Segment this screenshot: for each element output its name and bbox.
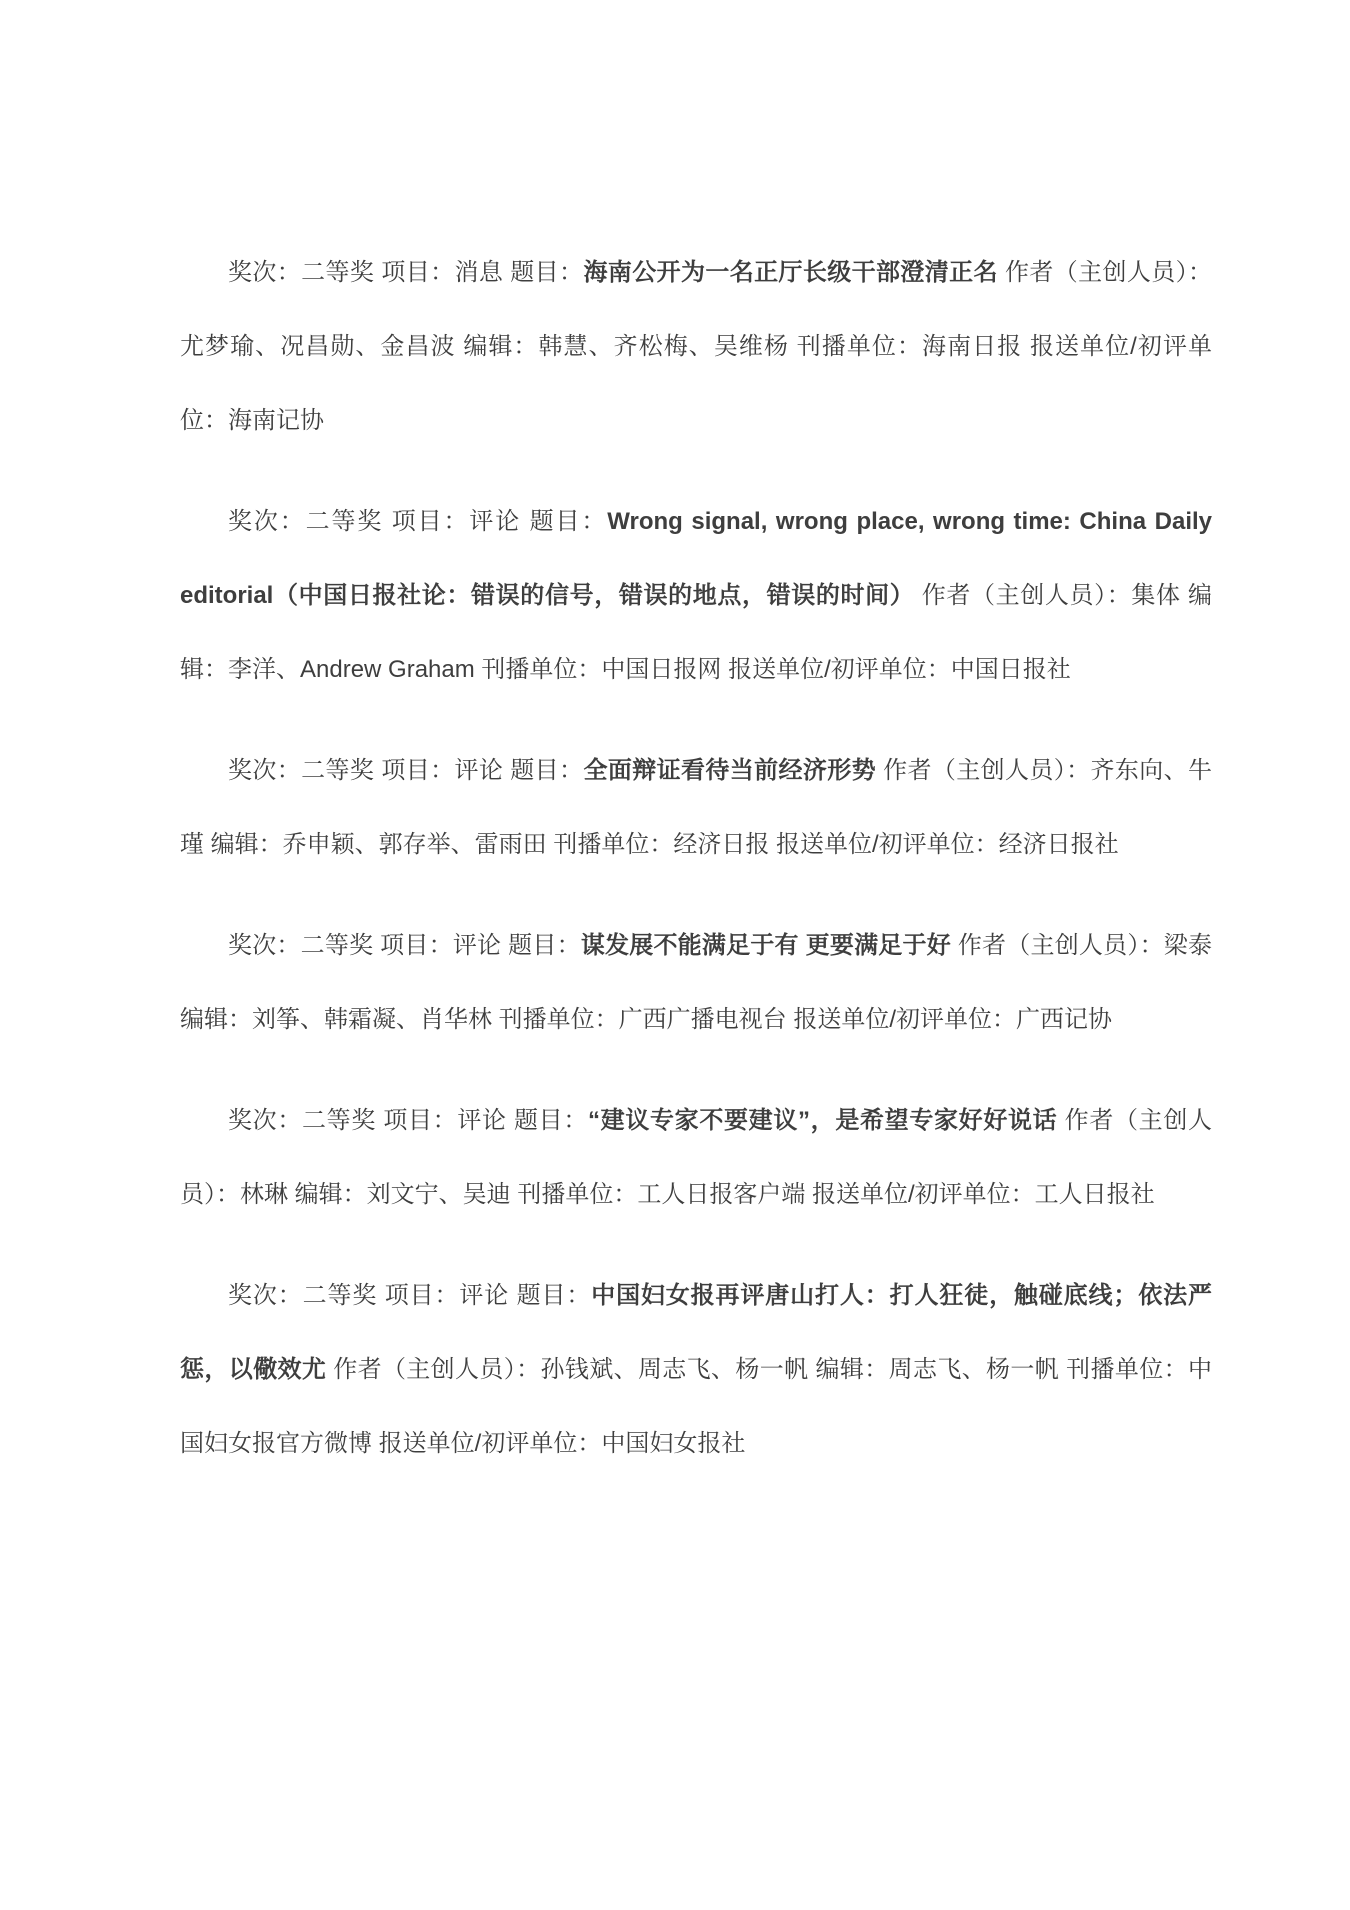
entry-text: 奖次：二等奖 项目：评论 题目： <box>228 757 584 784</box>
entry-title: 谋发展不能满足于有 更要满足于好 <box>580 932 951 959</box>
entry-title: Wrong signal, wrong place, wrong time: China Daily editorial（中国日报社论：错误的信号，错误的地点，错误的时间） <box>180 508 1212 609</box>
award-entry <box>180 909 1212 1057</box>
entry-text: 作者（主创人员）：梁泰 编辑：刘筝、韩霜凝、肖华林 刊播单位：广西广播电视台 报送单位/初评单位：广西记协 <box>180 932 1213 1033</box>
entry-text: 奖次：二等奖 项目：评论 题目： <box>228 1107 588 1134</box>
entry-title: 全面辩证看待当前经济形势 <box>583 757 877 784</box>
award-entry <box>180 236 1212 458</box>
entry-text: 作者（主创人员）：齐东向、牛瑾 编辑：乔申颖、郭存举、雷雨田 刊播单位：经济日报 报送单位/初评单位：经济日报社 <box>180 757 1213 858</box>
entry-text: 作者（主创人员）：林琳 编辑：刘文宁、吴迪 刊播单位：工人日报客户端 报送单位/初评单位：工人日报社 <box>180 1107 1212 1208</box>
award-entry <box>180 1259 1212 1481</box>
entry-text: 作者（主创人员）：尤梦瑜、况昌勋、金昌波 编辑：韩慧、齐松梅、吴维杨 刊播单位：海南日报 报送单位/初评单位：海南记协 <box>180 259 1212 434</box>
award-entry <box>180 1084 1212 1232</box>
entry-title: “建议专家不要建议”，是希望专家好好说话 <box>588 1107 1058 1134</box>
award-entries-list <box>180 236 1212 1481</box>
entry-text: 奖次：二等奖 项目：消息 题目： <box>228 259 584 286</box>
award-entry <box>180 485 1212 707</box>
entry-title: 海南公开为一名正厅长级干部澄清正名 <box>583 259 998 286</box>
entry-text: 奖次：二等奖 项目：评论 题目： <box>228 932 581 959</box>
entry-text: 奖次：二等奖 项目：评论 题目： <box>228 508 608 535</box>
award-entry <box>180 734 1212 882</box>
entry-text: 作者（主创人员）：孙钱斌、周志飞、杨一帆 编辑：周志飞、杨一帆 刊播单位：中国妇女报官方微博 报送单位/初评单位：中国妇女报社 <box>180 1356 1212 1457</box>
entry-text: 奖次：二等奖 项目：评论 题目： <box>228 1282 592 1309</box>
entry-title: 中国妇女报再评唐山打人：打人狂徒，触碰底线；依法严惩，以儆效尤 <box>180 1282 1212 1383</box>
entry-text: 作者（主创人员）：集体 编辑：李洋、Andrew Graham 刊播单位：中国日报网 报送单位/初评单位：中国日报社 <box>180 582 1212 683</box>
